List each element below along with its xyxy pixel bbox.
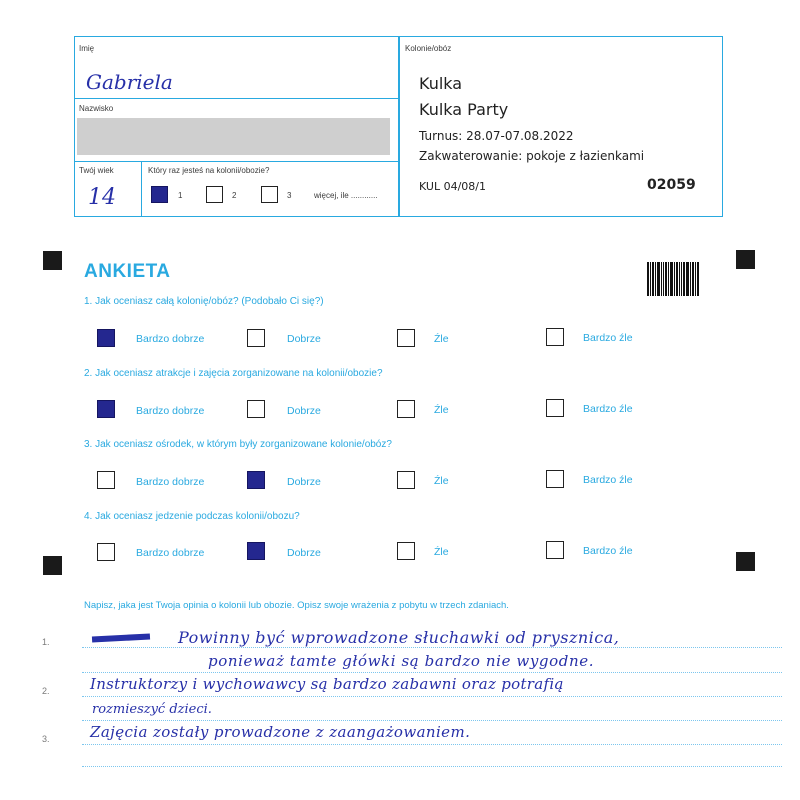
handwritten-line: Zajęcia zostały prowadzone z zaangażowaniem. — [90, 723, 471, 741]
survey-title: ANKIETA — [84, 261, 171, 282]
q4-option-bardzo-zle: Bardzo źle — [583, 545, 633, 557]
q3-option-dobrze: Dobrze — [287, 476, 321, 488]
times-option-2: 2 — [232, 191, 237, 200]
line-number-1: 1. — [42, 637, 50, 647]
q4-option-zle: Źle — [434, 546, 449, 558]
q2-checkbox-bardzo-dobrze[interactable] — [97, 400, 115, 418]
q4-option-bardzo-dobrze: Bardzo dobrze — [136, 547, 205, 559]
camp-code: KUL 04/08/1 — [419, 180, 486, 193]
q1-option-dobrze: Dobrze — [287, 333, 321, 345]
q1-option-bardzo-dobrze: Bardzo dobrze — [136, 333, 205, 345]
q4-checkbox-bardzo-dobrze[interactable] — [97, 543, 115, 561]
q4-checkbox-bardzo-zle[interactable] — [546, 541, 564, 559]
q3-checkbox-bardzo-zle[interactable] — [546, 470, 564, 488]
question-1: 1. Jak oceniasz całą kolonię/obóz? (Podobało Ci się?) — [84, 296, 324, 307]
camp-party: Kulka Party — [419, 100, 509, 119]
name-value: Gabriela — [86, 70, 173, 94]
registration-marker-top-right — [736, 250, 755, 269]
answer-dotted-line — [82, 744, 782, 745]
q2-checkbox-bardzo-zle[interactable] — [546, 399, 564, 417]
handwritten-line: Instruktorzy i wychowawcy są bardzo zabawni oraz potrafią — [90, 675, 564, 693]
q2-option-bardzo-dobrze: Bardzo dobrze — [136, 405, 205, 417]
q3-option-zle: Źle — [434, 475, 449, 487]
handwritten-line: rozmieszyć dzieci. — [92, 702, 212, 717]
age-label: Twój wiek — [79, 166, 114, 175]
q2-option-bardzo-zle: Bardzo źle — [583, 403, 633, 415]
name-label: Imię — [79, 44, 95, 53]
question-3: 3. Jak oceniasz ośrodek, w którym były zorganizowane kolonie/obóz? — [84, 439, 392, 450]
answer-dotted-line — [82, 672, 782, 673]
q4-checkbox-zle[interactable] — [397, 542, 415, 560]
q3-checkbox-dobrze[interactable] — [247, 471, 265, 489]
q3-checkbox-zle[interactable] — [397, 471, 415, 489]
header-divider-name — [74, 98, 400, 99]
answer-dotted-line — [82, 766, 782, 767]
question-4: 4. Jak oceniasz jedzenie podczas kolonii/obozu? — [84, 511, 300, 522]
times-label: Który raz jesteś na kolonii/obozie? — [148, 166, 270, 175]
header-divider-age-vertical — [141, 161, 142, 217]
header-divider-age — [74, 161, 400, 162]
q1-checkbox-dobrze[interactable] — [247, 329, 265, 347]
q2-checkbox-dobrze[interactable] — [247, 400, 265, 418]
question-2: 2. Jak oceniasz atrakcje i zajęcia zorganizowane na kolonii/obozie? — [84, 368, 383, 379]
answer-dotted-line — [82, 720, 782, 721]
turnus: Turnus: 28.07-07.08.2022 — [419, 129, 574, 143]
q4-checkbox-dobrze[interactable] — [247, 542, 265, 560]
handwritten-line: ponieważ tamte główki są bardzo nie wygodne. — [208, 652, 595, 670]
times-option-3: 3 — [287, 191, 292, 200]
q1-option-bardzo-zle: Bardzo źle — [583, 332, 633, 344]
q3-option-bardzo-zle: Bardzo źle — [583, 474, 633, 486]
q1-checkbox-bardzo-dobrze[interactable] — [97, 329, 115, 347]
answer-dotted-line — [82, 696, 782, 697]
q1-checkbox-bardzo-zle[interactable] — [546, 328, 564, 346]
barcode — [647, 262, 703, 296]
age-value: 14 — [88, 185, 116, 210]
line-number-2: 2. — [42, 686, 50, 696]
q1-option-zle: Źle — [434, 333, 449, 345]
q4-option-dobrze: Dobrze — [287, 547, 321, 559]
q2-option-dobrze: Dobrze — [287, 405, 321, 417]
times-checkbox-1[interactable] — [151, 186, 168, 203]
times-checkbox-3[interactable] — [261, 186, 278, 203]
answer-dotted-line — [82, 647, 782, 648]
registration-marker-top-left — [43, 251, 62, 270]
surname-label: Nazwisko — [79, 104, 114, 113]
registration-marker-bottom-left — [43, 556, 62, 575]
times-option-1: 1 — [178, 191, 183, 200]
q3-checkbox-bardzo-dobrze[interactable] — [97, 471, 115, 489]
opinion-prompt: Napisz, jaka jest Twoja opinia o kolonii lub obozie. Opisz swoje wrażenia z pobytu w trzech zdaniach. — [84, 600, 509, 611]
times-checkbox-2[interactable] — [206, 186, 223, 203]
q2-option-zle: Źle — [434, 404, 449, 416]
accommodation: Zakwaterowanie: pokoje z łazienkami — [419, 149, 645, 163]
camp-label: Kolonie/obóz — [405, 44, 452, 53]
camp-name: Kulka — [419, 74, 463, 93]
q3-option-bardzo-dobrze: Bardzo dobrze — [136, 476, 205, 488]
crossed-out-word — [92, 633, 150, 642]
surname-redaction — [77, 118, 390, 155]
registration-marker-bottom-right — [736, 552, 755, 571]
handwritten-line: Powinny być wprowadzone słuchawki od prysznica, — [178, 628, 620, 647]
form-number: 02059 — [647, 177, 696, 193]
q2-checkbox-zle[interactable] — [397, 400, 415, 418]
q1-checkbox-zle[interactable] — [397, 329, 415, 347]
times-more: więcej, ile ............ — [314, 191, 378, 200]
line-number-3: 3. — [42, 734, 50, 744]
